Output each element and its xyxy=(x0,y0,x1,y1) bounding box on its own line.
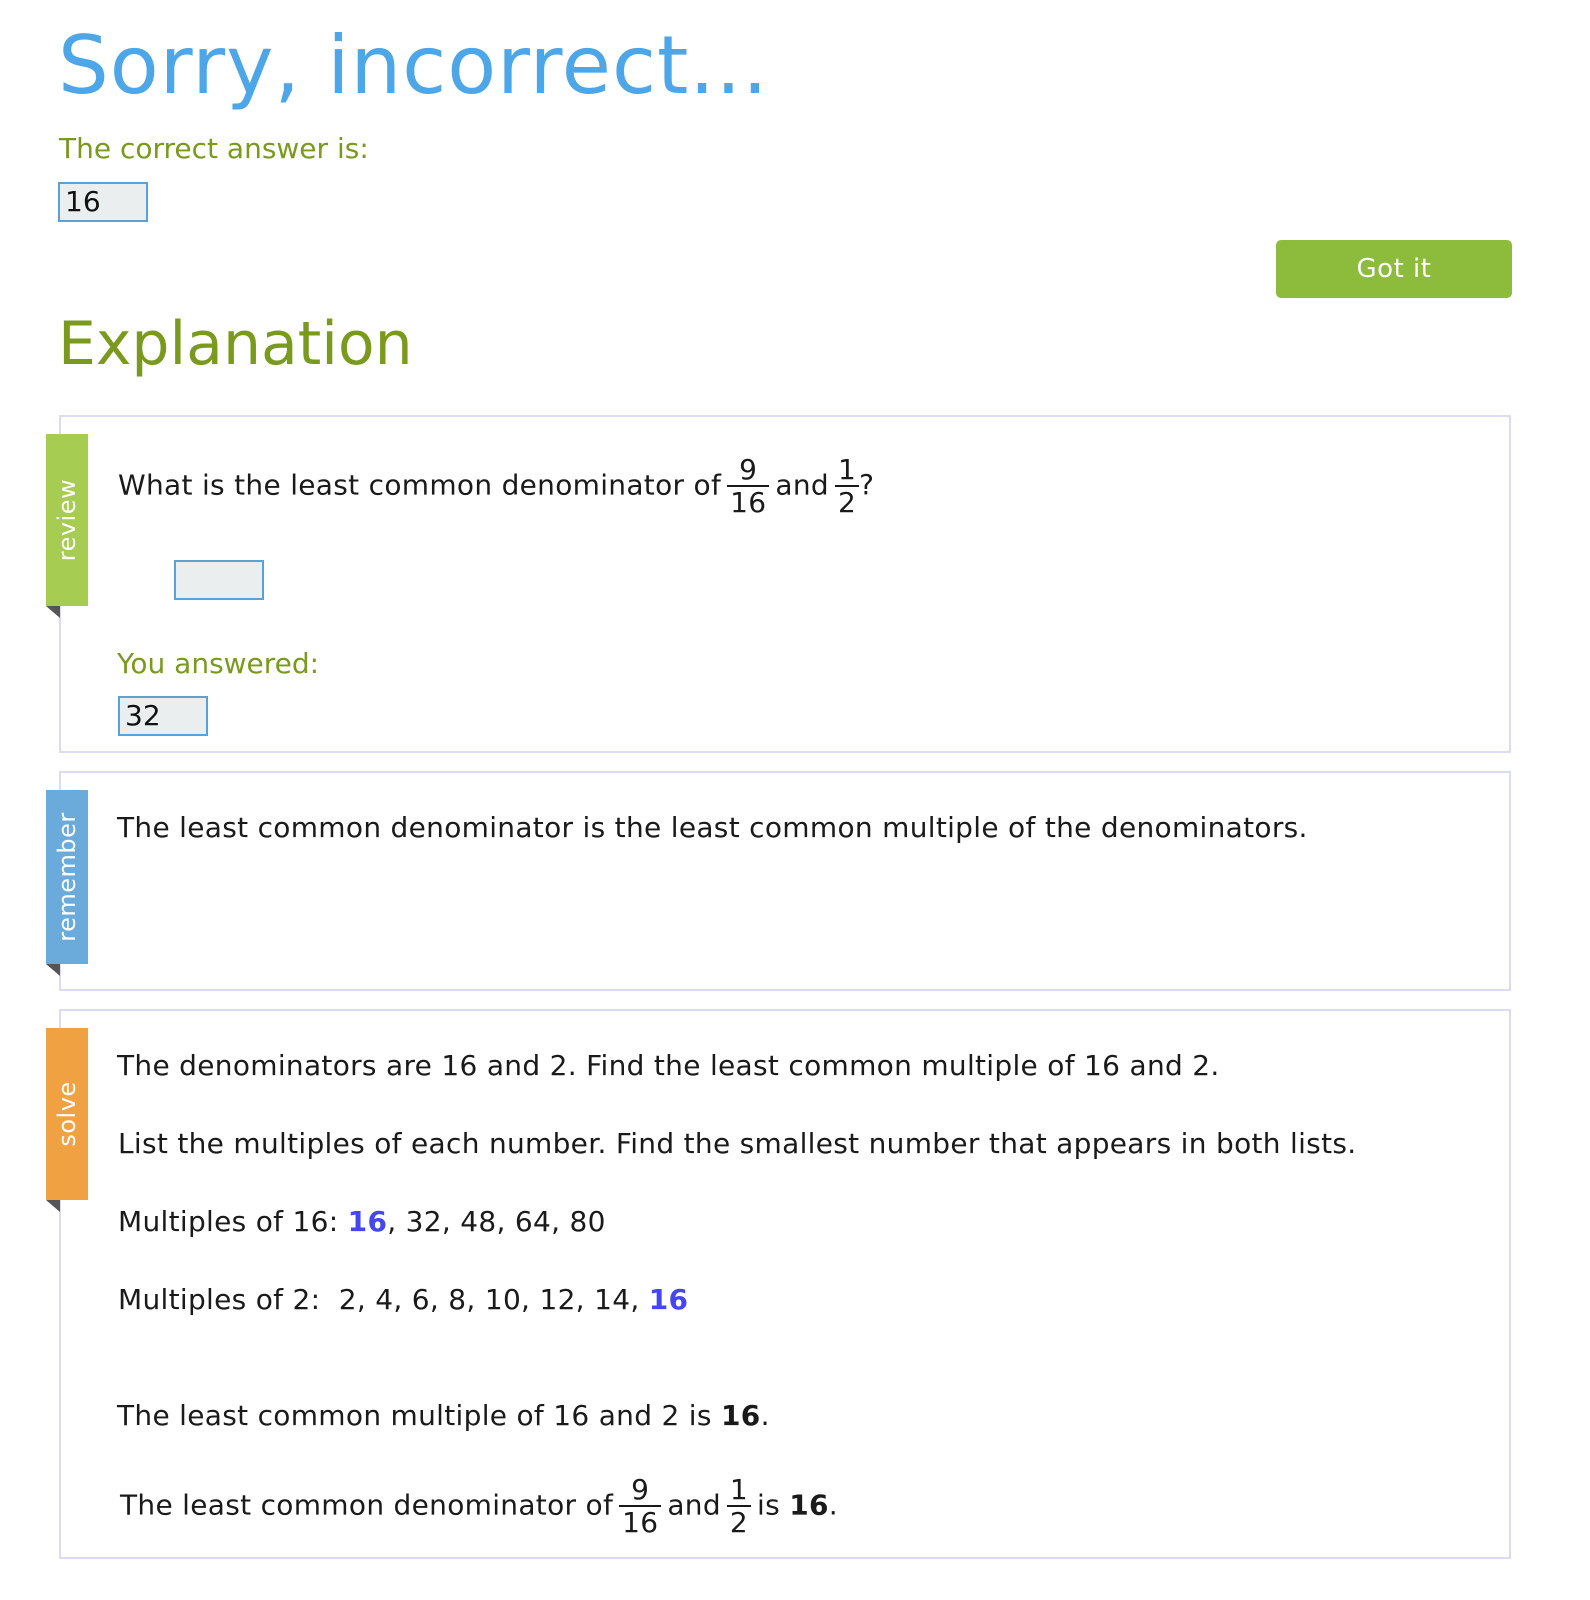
lcm-value: 16 xyxy=(720,1399,761,1432)
lcd-value: 16 xyxy=(789,1488,829,1522)
review-question-mark: ? xyxy=(859,468,875,502)
correct-answer-box: 16 xyxy=(58,182,148,222)
multiples-2-highlight: 16 xyxy=(648,1283,689,1316)
you-answered-label: You answered: xyxy=(117,647,320,680)
review-and: and xyxy=(775,468,829,502)
explanation-heading: Explanation xyxy=(58,309,413,379)
solve-tab xyxy=(46,1028,88,1200)
lcd-statement xyxy=(120,1475,838,1538)
got-it-button[interactable]: Got it xyxy=(1276,240,1512,298)
lcd-and: and xyxy=(667,1488,721,1522)
lcd-is: is xyxy=(757,1488,781,1522)
fraction-9-16 xyxy=(619,1475,661,1538)
remember-panel xyxy=(53,771,1511,991)
multiples-16-rest: , 32, 48, 64, 80 xyxy=(387,1205,606,1238)
you-answered-box: 32 xyxy=(118,696,208,736)
lcm-prefix: The least common multiple of 16 and 2 is xyxy=(117,1399,712,1432)
multiples-2-rest: 2, 4, 6, 8, 10, 12, 14, xyxy=(338,1283,640,1316)
multiples-2-label: Multiples of 2: xyxy=(118,1283,321,1316)
fraction-denominator: 2 xyxy=(729,1506,749,1540)
review-question-prefix: What is the least common denominator of xyxy=(118,468,722,502)
correct-answer-label: The correct answer is: xyxy=(59,132,369,165)
review-tab xyxy=(46,434,88,606)
fraction-1-2 xyxy=(727,1475,751,1538)
multiples-16-highlight: 16 xyxy=(347,1205,388,1238)
fraction-denominator: 2 xyxy=(837,486,857,520)
remember-tab-label: remember xyxy=(53,812,81,942)
fraction-denominator: 16 xyxy=(622,1506,659,1540)
fraction-denominator: 16 xyxy=(730,486,767,520)
fraction-numerator: 1 xyxy=(835,455,859,487)
lcd-period: . xyxy=(828,1488,838,1522)
solve-panel xyxy=(53,1009,1511,1559)
multiples-16-label: Multiples of 16: xyxy=(118,1205,339,1238)
fraction-numerator: 9 xyxy=(727,455,769,487)
review-question xyxy=(118,455,874,518)
review-panel xyxy=(53,415,1511,753)
fraction-1-2 xyxy=(835,455,859,518)
remember-text: The least common denominator is the least common multiple of the denominators. xyxy=(117,811,1308,844)
fraction-9-16 xyxy=(727,455,769,518)
solve-line-1: The denominators are 16 and 2. Find the least common multiple of 16 and 2. xyxy=(117,1049,1220,1082)
solve-line-2: List the multiples of each number. Find the smallest number that appears in both lists. xyxy=(118,1127,1357,1160)
lcm-statement xyxy=(117,1399,770,1432)
multiples-of-2 xyxy=(118,1283,688,1316)
fraction-numerator: 1 xyxy=(727,1475,751,1507)
review-tab-label: review xyxy=(53,478,81,562)
result-title: Sorry, incorrect... xyxy=(58,19,769,112)
solve-tab-label: solve xyxy=(53,1081,81,1147)
lcm-period: . xyxy=(760,1399,770,1432)
lcd-prefix: The least common denominator of xyxy=(120,1488,614,1522)
fraction-numerator: 9 xyxy=(619,1475,661,1507)
remember-tab xyxy=(46,790,88,964)
review-answer-input[interactable] xyxy=(174,560,264,600)
multiples-of-16 xyxy=(118,1205,606,1238)
